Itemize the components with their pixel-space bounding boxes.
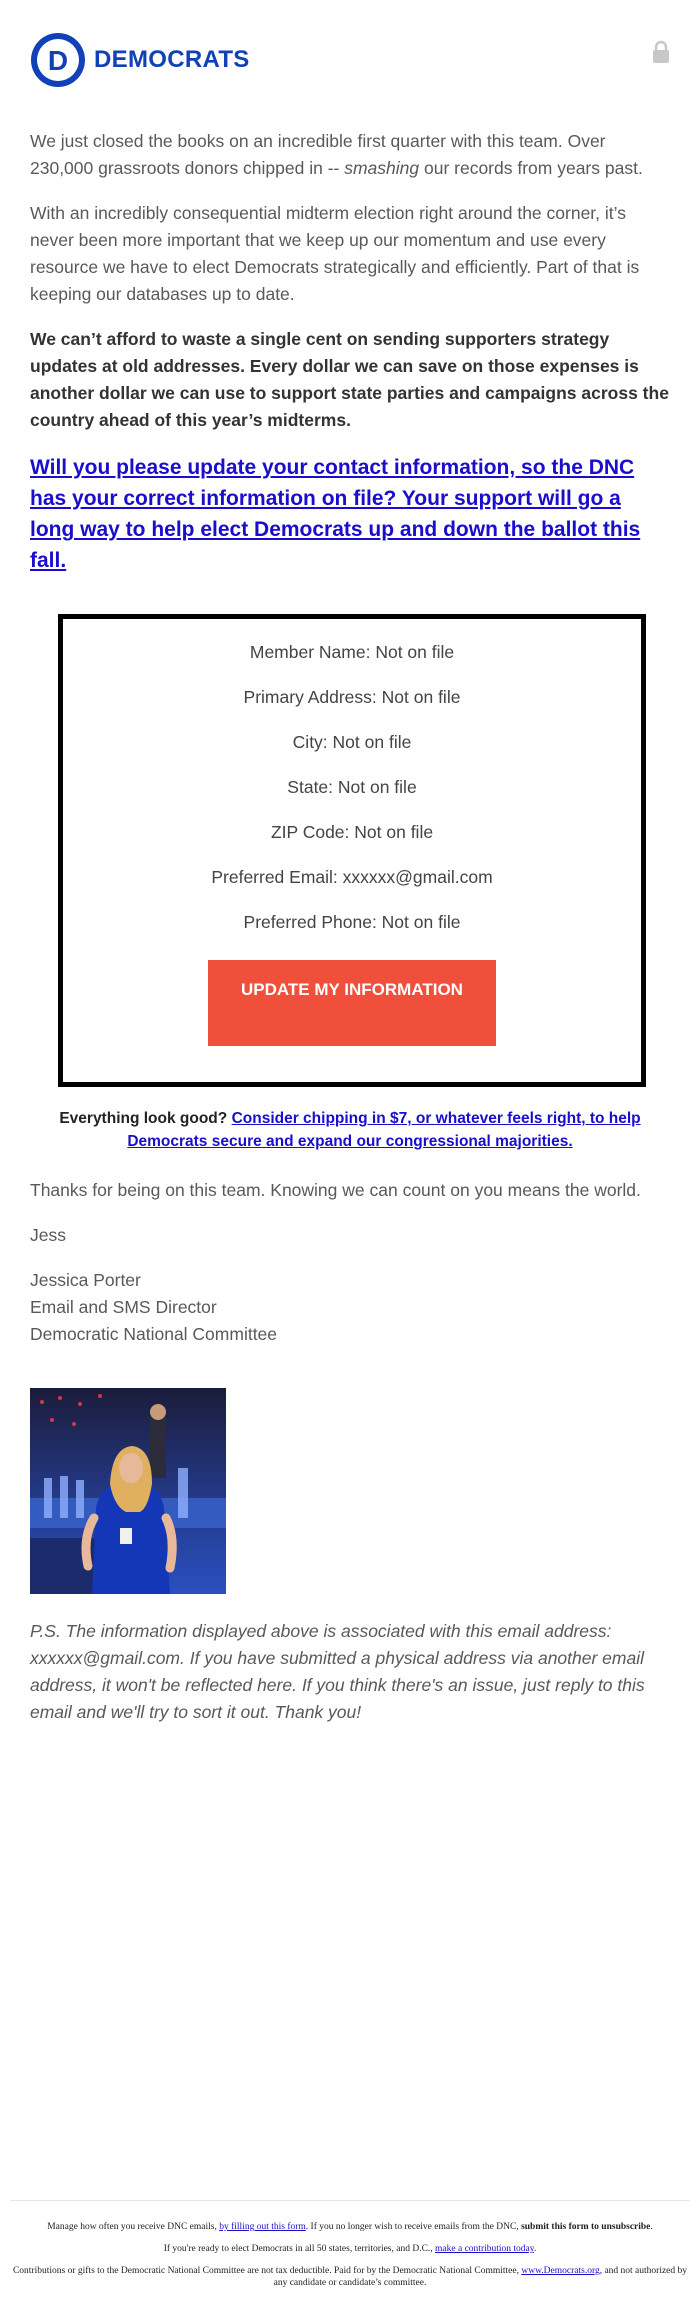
intro-text-end: our records from years past.: [419, 158, 643, 178]
preferred-email-row: Preferred Email: xxxxxx@gmail.com: [211, 867, 493, 887]
footer-contribute-text: If you're ready to elect Democrats in all 50 states, territories, and D.C.,: [163, 2244, 436, 2254]
update-info-link[interactable]: Will you please update your contact information, so the DNC has your correct information on file? Your support will go a long way to help elect Democrats up and down the ballot this fall.: [30, 456, 641, 572]
signature-org: Democratic National Committee: [30, 1324, 278, 1344]
footer-disclaimer-end: , and not authorized by any candidate or candidate’s committee.: [273, 2266, 688, 2288]
contact-info-box: [58, 614, 646, 1087]
intro-text-start: We just closed the books on an incredible first quarter with this team. Over 230,000 grassroots donors chipped in --: [30, 131, 606, 178]
signature-title: Email and SMS Director: [30, 1297, 217, 1317]
city-row: City: Not on file: [292, 732, 412, 752]
footer-unsubscribe-text: . If you no longer wish to receive emails from the DNC,: [305, 2222, 522, 2232]
ps-paragraph: P.S. The information displayed above is associated with this email address: xxxxxx@gmail.com. If you have submitted a physical address via another email address, it won't be reflected here. If you think there's an issue, just reply to this email and we'll try to sort it out. Thank you!: [30, 1621, 645, 1722]
signature-full-name: Jessica Porter: [30, 1270, 141, 1290]
email-header: [30, 32, 670, 92]
signature-first-name: Jess: [30, 1225, 66, 1245]
democrats-org-link[interactable]: www.Democrats.org: [521, 2266, 600, 2276]
footer-manage-line: [10, 2221, 690, 2233]
manage-emails-link[interactable]: by filling out this form: [219, 2222, 306, 2232]
intro-paragraph: [30, 128, 670, 182]
logo-wordmark: DEMOCRATS: [94, 46, 250, 73]
intro-emphasis: smashing: [344, 158, 420, 178]
logo-letter: D: [47, 45, 69, 76]
waste-paragraph: We can’t afford to waste a single cent on sending supporters strategy updates at old addresses. Every dollar we can save on those expenses is another dollar we can use to support state parties and campaigns across the country ahead of this year’s midterms.: [30, 329, 669, 430]
look-good-lead: Everything look good?: [59, 1110, 228, 1127]
footer-contribute-line: [10, 2243, 690, 2255]
democrats-logo-icon: [30, 32, 86, 88]
member-name-row: Member Name: Not on file: [249, 642, 455, 662]
signer-photo: [30, 1388, 226, 1594]
email-body: [30, 128, 670, 1726]
preferred-phone-row: Preferred Phone: Not on file: [243, 912, 461, 932]
contribute-today-link[interactable]: make a contribution today: [435, 2244, 534, 2254]
look-good-paragraph: [40, 1107, 660, 1153]
momentum-paragraph: With an incredibly consequential midterm election right around the corner, it’s never been more important that we keep up our momentum and use every resource we have to elect Democrats strategically and efficiently. Part of that is keeping our databases up to date.: [30, 203, 640, 304]
footer-disclaimer-line: [10, 2265, 690, 2289]
footer-period: .: [650, 2222, 653, 2232]
lock-icon: [652, 40, 670, 64]
unsubscribe-link[interactable]: submit this form to unsubscribe: [521, 2222, 651, 2232]
state-row: State: Not on file: [287, 777, 417, 797]
footer-disclaimer-text: Contributions or gifts to the Democratic National Committee are not tax deductible. Paid for by the Democratic National Committee,: [12, 2266, 522, 2276]
footer-manage-text: Manage how often you receive DNC emails,: [47, 2222, 220, 2232]
zip-code-row: ZIP Code: Not on file: [270, 822, 434, 842]
primary-address-row: Primary Address: Not on file: [243, 687, 461, 707]
democrats-logo[interactable]: [30, 32, 250, 88]
email-footer: [10, 2200, 690, 2299]
chip-in-link[interactable]: Consider chipping in $7, or whatever feels right, to help Democrats secure and expand our congressional majorities.: [127, 1110, 641, 1150]
update-my-information-button[interactable]: UPDATE MY INFORMATION: [208, 960, 496, 1046]
thanks-paragraph: Thanks for being on this team. Knowing we can count on you means the world.: [30, 1180, 641, 1200]
footer-period-2: .: [533, 2244, 537, 2254]
